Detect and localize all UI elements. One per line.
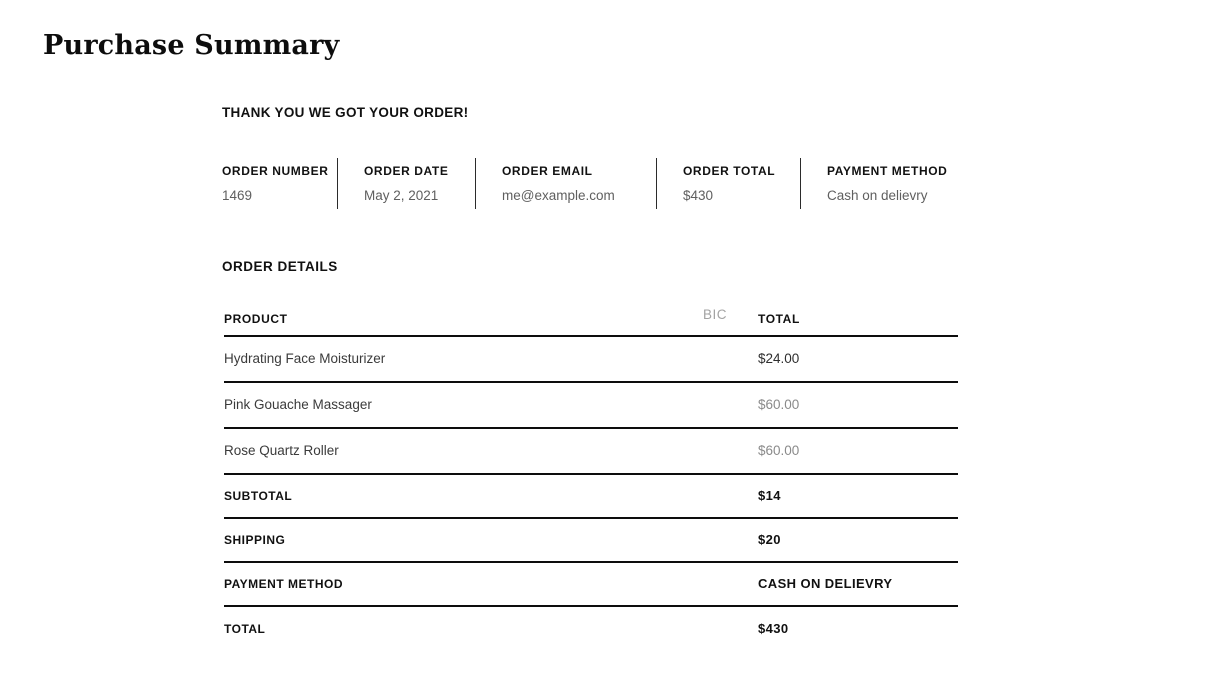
product-name: Rose Quartz Roller: [224, 443, 339, 458]
order-email-value: me@example.com: [502, 188, 615, 203]
order-info-strip: [222, 158, 962, 209]
total-label: TOTAL: [224, 622, 266, 636]
product-total: $24.00: [758, 351, 800, 366]
shipping-row: [224, 519, 958, 563]
product-column-header: PRODUCT: [224, 312, 288, 326]
product-total: $60.00: [758, 397, 800, 412]
table-header-row: [224, 303, 958, 337]
total-value: $430: [758, 621, 789, 636]
order-details-heading: ORDER DETAILS: [222, 259, 338, 274]
payment-method-label: PAYMENT METHOD: [827, 164, 948, 178]
payment-method-row: [224, 563, 958, 607]
product-name: Pink Gouache Massager: [224, 397, 372, 412]
product-name: Hydrating Face Moisturizer: [224, 351, 386, 366]
payment-method-row-label: PAYMENT METHOD: [224, 577, 344, 591]
order-number-label: ORDER NUMBER: [222, 164, 329, 178]
order-date-label: ORDER DATE: [364, 164, 449, 178]
page-title: Purchase Summary: [43, 30, 340, 61]
order-total-label: ORDER TOTAL: [683, 164, 776, 178]
shipping-value: $20: [758, 532, 781, 547]
subtotal-row: [224, 475, 958, 519]
payment-method-field: [800, 158, 962, 209]
confirmation-message: THANK YOU WE GOT YOUR ORDER!: [222, 105, 469, 120]
order-date-field: [337, 158, 475, 209]
middle-column-header: BIC: [703, 307, 728, 322]
table-row: [224, 429, 958, 475]
order-number-field: [222, 158, 337, 209]
payment-method-row-value: CASH ON DELIEVRY: [758, 576, 893, 591]
order-email-label: ORDER EMAIL: [502, 164, 593, 178]
product-total: $60.00: [758, 443, 800, 458]
subtotal-value: $14: [758, 488, 781, 503]
total-column-header: TOTAL: [758, 312, 800, 326]
subtotal-label: SUBTOTAL: [224, 489, 293, 503]
order-number-value: 1469: [222, 188, 253, 203]
order-total-value: $430: [683, 188, 714, 203]
table-row: [224, 383, 958, 429]
payment-method-value: Cash on delievry: [827, 188, 928, 203]
order-email-field: [475, 158, 656, 209]
order-date-value: May 2, 2021: [364, 188, 439, 203]
total-row: [224, 607, 958, 651]
order-total-field: [656, 158, 800, 209]
shipping-label: SHIPPING: [224, 533, 286, 547]
table-row: [224, 337, 958, 383]
order-details-table: [224, 303, 958, 651]
